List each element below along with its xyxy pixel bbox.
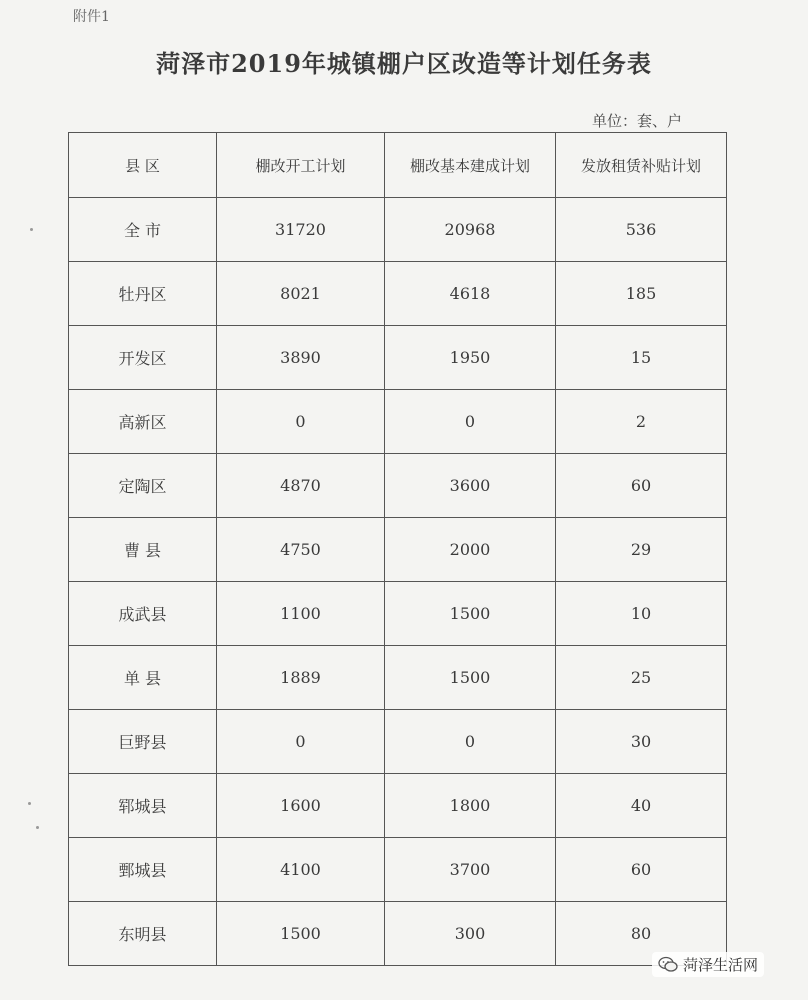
cell-start-plan: 4870 <box>217 454 385 518</box>
header-start-plan: 棚改开工计划 <box>217 133 385 198</box>
table-row <box>69 838 727 902</box>
cell-county: 巨野县 <box>69 710 217 774</box>
table-row <box>69 198 727 262</box>
scan-speck <box>28 802 31 805</box>
cell-completion-plan: 3600 <box>385 454 556 518</box>
cell-start-plan: 8021 <box>217 262 385 326</box>
cell-county: 东明县 <box>69 902 217 966</box>
header-subsidy-plan: 发放租赁补贴计划 <box>556 133 727 198</box>
table-row <box>69 390 727 454</box>
cell-subsidy-plan: 80 <box>556 902 727 966</box>
unit-label: 单位：套、户 <box>592 112 683 130</box>
cell-start-plan: 4100 <box>217 838 385 902</box>
cell-start-plan: 1600 <box>217 774 385 838</box>
cell-completion-plan: 2000 <box>385 518 556 582</box>
cell-subsidy-plan: 30 <box>556 710 727 774</box>
cell-county: 牡丹区 <box>69 262 217 326</box>
table-row <box>69 518 727 582</box>
cell-completion-plan: 4618 <box>385 262 556 326</box>
cell-county: 单 县 <box>69 646 217 710</box>
cell-subsidy-plan: 185 <box>556 262 727 326</box>
cell-start-plan: 1100 <box>217 582 385 646</box>
cell-county: 开发区 <box>69 326 217 390</box>
cell-county: 鄄城县 <box>69 838 217 902</box>
cell-start-plan: 0 <box>217 390 385 454</box>
cell-county: 高新区 <box>69 390 217 454</box>
scan-speck <box>36 826 39 829</box>
cell-completion-plan: 1500 <box>385 582 556 646</box>
cell-county: 全 市 <box>69 198 217 262</box>
cell-completion-plan: 0 <box>385 710 556 774</box>
cell-subsidy-plan: 2 <box>556 390 727 454</box>
table-row <box>69 582 727 646</box>
table-row <box>69 710 727 774</box>
cell-county: 成武县 <box>69 582 217 646</box>
page-title: 菏泽市2019年城镇棚户区改造等计划任务表 <box>156 49 652 78</box>
watermark-text: 菏泽生活网 <box>683 956 759 974</box>
cell-subsidy-plan: 25 <box>556 646 727 710</box>
plan-table <box>68 132 727 966</box>
table-row <box>69 774 727 838</box>
cell-subsidy-plan: 60 <box>556 454 727 518</box>
table-row <box>69 262 727 326</box>
cell-completion-plan: 20968 <box>385 198 556 262</box>
cell-subsidy-plan: 15 <box>556 326 727 390</box>
cell-county: 定陶区 <box>69 454 217 518</box>
cell-start-plan: 3890 <box>217 326 385 390</box>
cell-completion-plan: 1950 <box>385 326 556 390</box>
cell-start-plan: 31720 <box>217 198 385 262</box>
table-row <box>69 326 727 390</box>
attachment-label: 附件1 <box>73 9 110 25</box>
cell-completion-plan: 3700 <box>385 838 556 902</box>
cell-subsidy-plan: 10 <box>556 582 727 646</box>
table-header-row <box>69 133 727 198</box>
scan-speck <box>30 228 33 231</box>
cell-start-plan: 4750 <box>217 518 385 582</box>
header-county: 县 区 <box>69 133 217 198</box>
cell-start-plan: 1500 <box>217 902 385 966</box>
cell-subsidy-plan: 60 <box>556 838 727 902</box>
table-row <box>69 454 727 518</box>
cell-completion-plan: 300 <box>385 902 556 966</box>
table-row <box>69 902 727 966</box>
wechat-icon <box>658 956 678 973</box>
cell-subsidy-plan: 40 <box>556 774 727 838</box>
cell-county: 曹 县 <box>69 518 217 582</box>
cell-completion-plan: 0 <box>385 390 556 454</box>
cell-start-plan: 0 <box>217 710 385 774</box>
cell-subsidy-plan: 29 <box>556 518 727 582</box>
table-row <box>69 646 727 710</box>
cell-subsidy-plan: 536 <box>556 198 727 262</box>
cell-county: 郓城县 <box>69 774 217 838</box>
cell-start-plan: 1889 <box>217 646 385 710</box>
header-completion-plan: 棚改基本建成计划 <box>385 133 556 198</box>
watermark <box>652 952 764 977</box>
cell-completion-plan: 1800 <box>385 774 556 838</box>
cell-completion-plan: 1500 <box>385 646 556 710</box>
